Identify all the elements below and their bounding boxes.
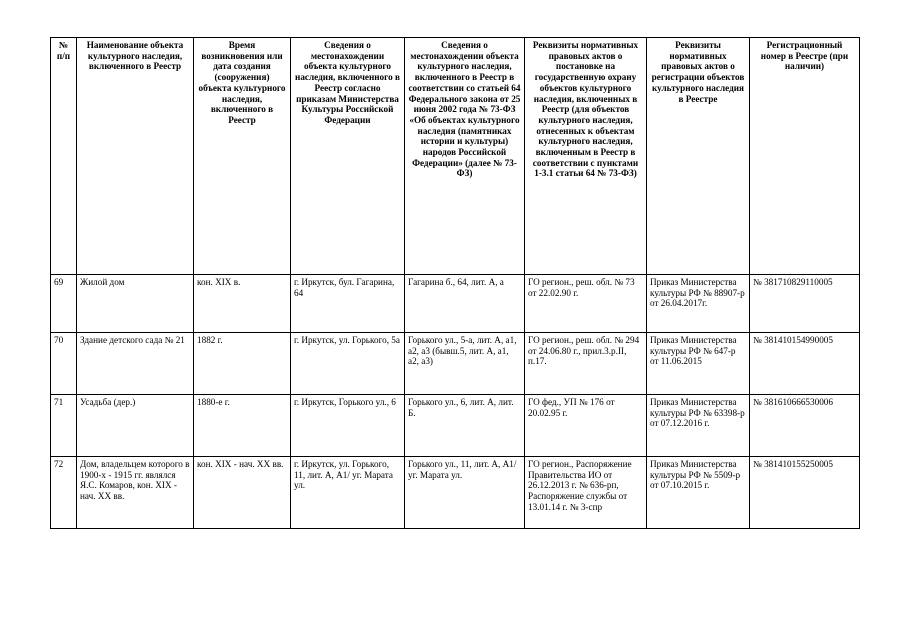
cell-number: 71 [51, 395, 77, 457]
cell-location-ministry: г. Иркутск, Горького ул., 6 [291, 395, 405, 457]
table-header-row [51, 38, 860, 275]
cell-location-law: Горького ул., 5-а, лит. А, а1, а2, а3 (бывш.5, лит. А, а1, а2, а3) [405, 333, 525, 395]
cell-creation-date: кон. XIX - нач. XX вв. [194, 457, 291, 529]
cell-location-law: Гагарина б., 64, лит. А, а [405, 275, 525, 333]
cell-location-law: Горького ул., 6, лит. А, лит. Б. [405, 395, 525, 457]
cell-object-name: Дом, владельцем которого в 1900-х - 1915 гг. являлся Я.С. Комаров, кон. XIX - нач. XX вв. [77, 457, 194, 529]
header-protection-acts: Реквизиты нормативных правовых актов о постановке на государственную охрану объектов культурного наследия, включенных в Реестр (для объектов культурного наследия, отнесенных к объектам культурного наследия, включенным в Реестр в соответствии с пунктами 1-3.1 статьи 64 № 73-ФЗ) [525, 38, 647, 275]
cell-object-name: Усадьба (дер.) [77, 395, 194, 457]
cell-registration-number: № 381410155250005 [750, 457, 860, 529]
header-registration-acts: Реквизиты нормативных правовых актов о регистрации объектов культурного наследия в Реестре [647, 38, 750, 275]
cell-registration-acts: Приказ Министерства культуры РФ № 88907-р от 26.04.2017г. [647, 275, 750, 333]
cell-location-ministry: г. Иркутск, ул. Горького, 5а [291, 333, 405, 395]
cell-number: 69 [51, 275, 77, 333]
table-row [51, 395, 860, 457]
header-number: № п/п [51, 38, 77, 275]
cell-registration-acts: Приказ Министерства культуры РФ № 5509-р от 07.10.2015 г. [647, 457, 750, 529]
heritage-registry-table [50, 37, 860, 529]
cell-registration-acts: Приказ Министерства культуры РФ № 647-р от 11.06.2015 [647, 333, 750, 395]
cell-location-ministry: г. Иркутск, бул. Гагарина, 64 [291, 275, 405, 333]
cell-protection-acts: ГО регион., реш. обл. № 294 от 24.06.80 г., прил.3.р.II, п.17. [525, 333, 647, 395]
cell-location-ministry: г. Иркутск, ул. Горького, 11, лит. А, А1/ уг. Марата ул. [291, 457, 405, 529]
cell-registration-number: № 381410154990005 [750, 333, 860, 395]
header-creation-date: Время возникновения или дата создания (сооружения) объекта культурного наследия, включенного в Реестр [194, 38, 291, 275]
cell-object-name: Жилой дом [77, 275, 194, 333]
header-registration-number: Регистрационный номер в Реестре (при наличии) [750, 38, 860, 275]
cell-registration-number: № 381610666530006 [750, 395, 860, 457]
cell-number: 72 [51, 457, 77, 529]
cell-protection-acts: ГО фед., УП № 176 от 20.02.95 г. [525, 395, 647, 457]
cell-registration-acts: Приказ Министерства культуры РФ № 63398-р от 07.12.2016 г. [647, 395, 750, 457]
cell-object-name: Здание детского сада № 21 [77, 333, 194, 395]
cell-number: 70 [51, 333, 77, 395]
cell-creation-date: 1882 г. [194, 333, 291, 395]
header-location-law: Сведения о местонахождении объекта культурного наследия, включенного в Реестр в соответствии со статьей 64 Федерального закона от 25 июня 2002 года № 73-ФЗ «Об объектах культурного наследия (памятниках истории и культуры) народов Российской Федерации» (далее № 73-ФЗ) [405, 38, 525, 275]
table-row [51, 275, 860, 333]
table-row [51, 333, 860, 395]
table-row [51, 457, 860, 529]
cell-protection-acts: ГО регион., реш. обл. № 73 от 22.02.90 г. [525, 275, 647, 333]
cell-creation-date: кон. XIX в. [194, 275, 291, 333]
cell-creation-date: 1880-е г. [194, 395, 291, 457]
header-location-ministry: Сведения о местонахождении объекта культурного наследия, включенного в Реестр согласно приказам Министерства Культуры Российской Федерации [291, 38, 405, 275]
cell-protection-acts: ГО регион., Распоряжение Правительства ИО от 26.12.2013 г. № 636-рп, Распоряжение службы от 13.01.14 г. № 3-спр [525, 457, 647, 529]
header-object-name: Наименование объекта культурного наследия, включенного в Реестр [77, 38, 194, 275]
cell-registration-number: № 381710829110005 [750, 275, 860, 333]
cell-location-law: Горького ул., 11, лит. А, А1/уг. Марата ул. [405, 457, 525, 529]
